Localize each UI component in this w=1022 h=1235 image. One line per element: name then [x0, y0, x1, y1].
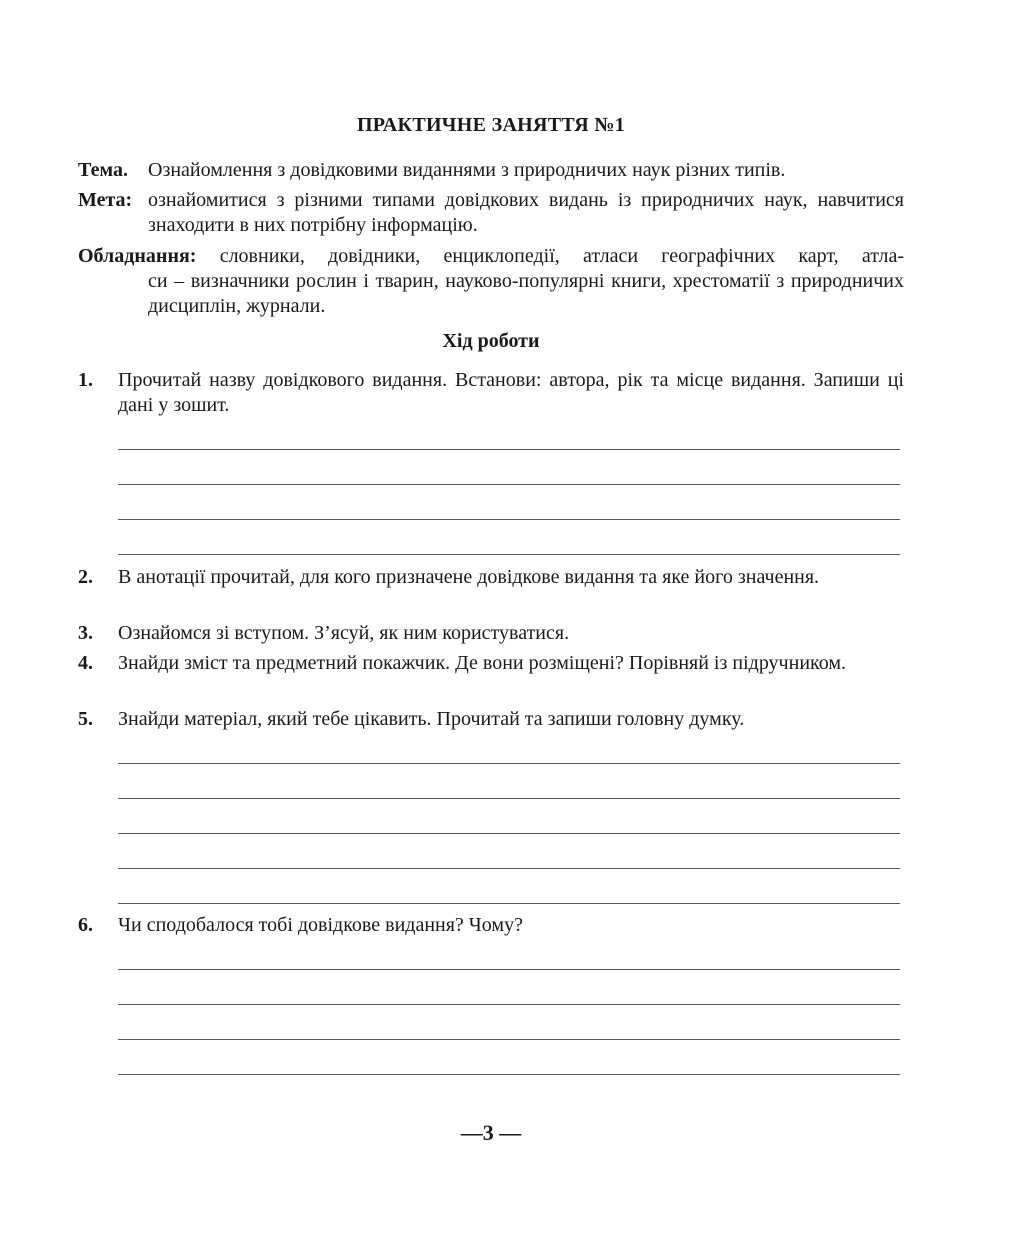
- task-text: Прочитай назву довідкового видання. Встанови: автора, рік та місце видання. Запиши ці дані у зошит.: [118, 369, 904, 416]
- task-item-2: [78, 565, 904, 590]
- task-number: 6.: [78, 914, 93, 936]
- equipment-row: [78, 244, 904, 269]
- worksheet-page: [78, 0, 904, 1235]
- goal-text: ознайомитися з різними типами довідкових видань із природничих наук, навчитися знаходити в них потрібну інформацію.: [148, 189, 904, 236]
- procedure-heading: Хід роботи: [442, 330, 540, 352]
- topic-label: Тема.: [78, 159, 128, 181]
- answer-line[interactable]: [118, 554, 900, 555]
- answer-line[interactable]: [118, 969, 900, 970]
- answer-line[interactable]: [118, 798, 900, 799]
- task-item-5: [78, 707, 904, 732]
- answer-line[interactable]: [118, 833, 900, 834]
- answer-line[interactable]: [118, 903, 900, 904]
- task-number: 5.: [78, 708, 93, 730]
- answer-line[interactable]: [118, 449, 900, 450]
- answer-line[interactable]: [118, 763, 900, 764]
- task-text: Ознайомся зі вступом. З’ясуй, як ним користуватися.: [118, 622, 570, 644]
- equipment-label: Обладнання:: [78, 245, 197, 267]
- topic-text: Ознайомлення з довідковими виданнями з природничих наук різних типів.: [148, 159, 786, 181]
- task-item-6: [78, 913, 904, 938]
- answer-line[interactable]: [118, 1004, 900, 1005]
- task-number: 3.: [78, 622, 93, 644]
- task-item-3: [78, 621, 904, 646]
- task-text: В анотації прочитай, для кого призначене довідкове видання та яке його значення.: [118, 566, 820, 588]
- task-item-4: [78, 651, 904, 676]
- task-number: 4.: [78, 652, 93, 674]
- answer-line[interactable]: [118, 484, 900, 485]
- answer-line[interactable]: [118, 868, 900, 869]
- task-number: 2.: [78, 566, 93, 588]
- task-text: Знайди зміст та предметний покажчик. Де вони розміщені? Порівняй із підручником.: [118, 652, 846, 674]
- task-text: Чи сподобалося тобі довідкове видання? Чому?: [118, 914, 523, 936]
- task-number: 1.: [78, 369, 93, 391]
- answer-line[interactable]: [118, 1074, 900, 1075]
- equipment-text-line1: словники, довідники, енциклопедії, атласи географічних карт, атла-: [219, 245, 904, 267]
- goal-label: Мета:: [78, 189, 133, 211]
- equipment-text-rest: си – визначники рослин і тварин, науково-популярні книги, хрестоматії з природничих дисциплін, журнали.: [148, 270, 904, 317]
- answer-line[interactable]: [118, 519, 900, 520]
- page-number: —3 —: [460, 1120, 522, 1145]
- task-item-1: [78, 368, 904, 418]
- answer-line[interactable]: [118, 1039, 900, 1040]
- page-title: ПРАКТИЧНЕ ЗАНЯТТЯ №1: [356, 114, 626, 136]
- task-text: Знайди матеріал, який тебе цікавить. Прочитай та запиши головну думку.: [118, 708, 745, 730]
